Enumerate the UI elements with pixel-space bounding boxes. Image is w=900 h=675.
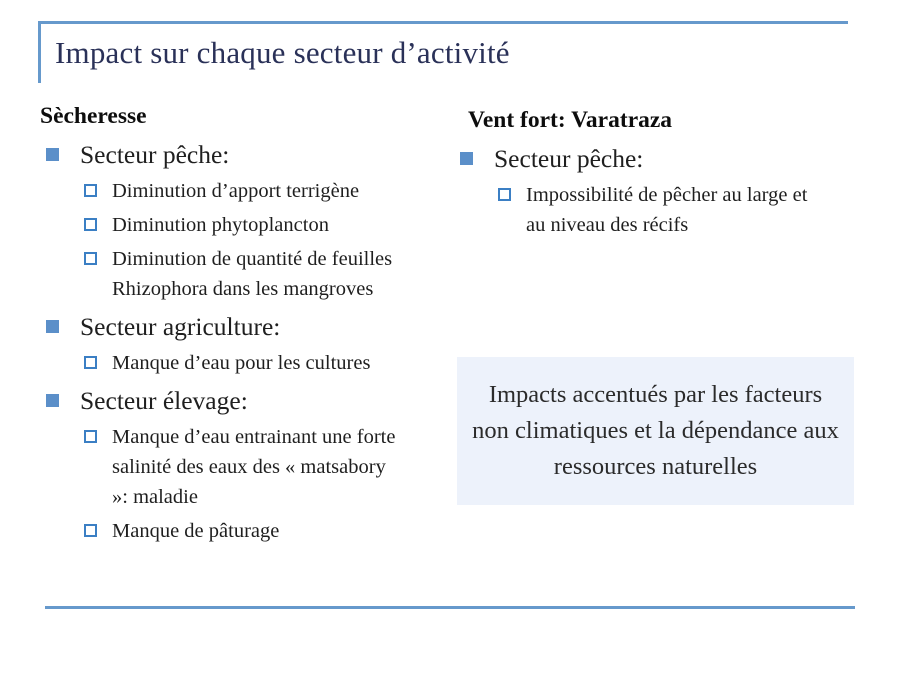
sub-item-text: Diminution d’apport terrigène: [112, 180, 360, 202]
hollow-square-bullet-icon: [84, 184, 97, 197]
list-item-label: Secteur agriculture:: [80, 312, 281, 341]
drought-section: [40, 100, 460, 550]
sub-list-item: [40, 422, 460, 512]
list-item: [40, 310, 460, 344]
list-item-label: Secteur pêche:: [80, 140, 230, 169]
strong-wind-section: [454, 104, 860, 244]
hollow-square-bullet-icon: [84, 218, 97, 231]
hollow-square-bullet-icon: [84, 524, 97, 537]
filled-square-bullet-icon: [46, 148, 59, 161]
list-item: [454, 142, 860, 176]
sub-list-item: [40, 244, 460, 304]
sub-item-text: Manque d’eau pour les cultures: [112, 352, 371, 374]
sub-list-item: [40, 348, 460, 378]
slide-title: Impact sur chaque secteur d’activité: [55, 35, 510, 70]
hollow-square-bullet-icon: [84, 430, 97, 443]
callout-box: [457, 357, 854, 505]
strong-wind-heading: Vent fort: Varatraza: [468, 107, 673, 133]
hollow-square-bullet-icon: [84, 252, 97, 265]
hollow-square-bullet-icon: [84, 356, 97, 369]
sub-item-text: Impossibilité de pêcher au large et au niveau des récifs: [526, 184, 808, 236]
sub-list-item: [40, 210, 460, 240]
sub-list-item: [40, 516, 460, 546]
filled-square-bullet-icon: [46, 394, 59, 407]
sub-item-text: Manque d’eau entrainant une forte salinité des eaux des « matsabory »: maladie: [112, 426, 396, 508]
sub-list-item: [454, 180, 860, 240]
filled-square-bullet-icon: [460, 152, 473, 165]
hollow-square-bullet-icon: [498, 188, 511, 201]
list-item-label: Secteur élevage:: [80, 386, 248, 415]
bottom-rule: [45, 606, 855, 609]
callout-text: Impacts accentués par les facteurs non climatiques et la dépendance aux ressources naturelles: [472, 381, 839, 480]
sub-item-text: Diminution de quantité de feuilles Rhizophora dans les mangroves: [112, 248, 393, 300]
sub-item-text: Diminution phytoplancton: [112, 214, 329, 236]
title-left-rule: [38, 21, 41, 83]
sub-item-text: Manque de pâturage: [112, 520, 280, 542]
drought-heading: Sècheresse: [40, 103, 147, 129]
filled-square-bullet-icon: [46, 320, 59, 333]
title-top-rule: [38, 21, 848, 24]
list-item: [40, 138, 460, 172]
sub-list-item: [40, 176, 460, 206]
list-item: [40, 384, 460, 418]
list-item-label: Secteur pêche:: [494, 144, 644, 173]
